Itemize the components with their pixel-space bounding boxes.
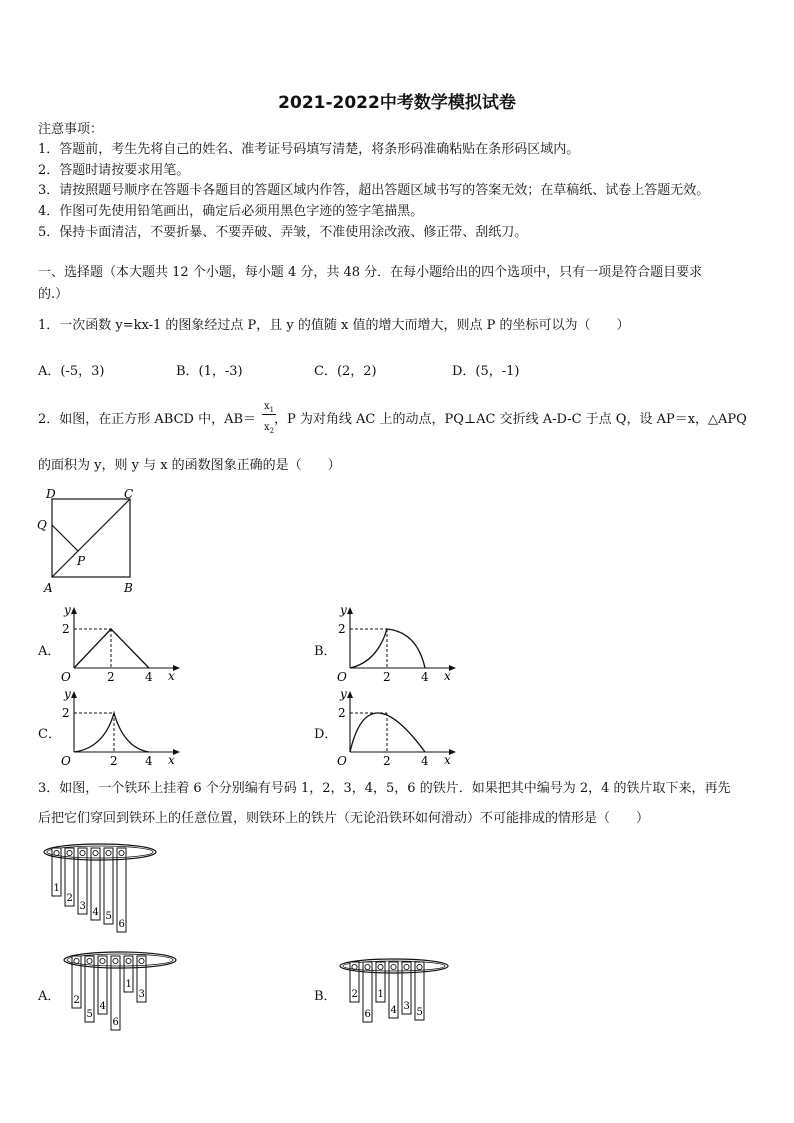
svg-text:6: 6 [112, 1017, 119, 1028]
option-a-tag-6 [111, 956, 120, 1030]
notice-heading: 注意事项： [38, 122, 104, 137]
option-a-tag-1 [124, 956, 133, 992]
svg-text:5: 5 [86, 1009, 93, 1020]
axis-x-label: x [444, 669, 451, 683]
ring-figure-option-b [336, 954, 466, 1034]
q2-fraction-denominator: $x_2$ [263, 422, 275, 435]
svg-text:5: 5 [105, 911, 112, 922]
notice-item: 2．答题时请按要求用笔。 [38, 163, 190, 178]
axis-x-label: x [168, 753, 175, 767]
label-p: P [77, 554, 86, 568]
diagonal-ac [52, 499, 130, 577]
main-tag-6 [117, 848, 126, 932]
option-b-tag-3 [402, 962, 411, 1014]
svg-text:4: 4 [390, 1005, 397, 1016]
q1-option-c[interactable]: C．(2，2) [314, 364, 377, 379]
tick-x-2: 2 [110, 754, 118, 768]
origin-label: O [61, 670, 71, 684]
svg-text:5: 5 [416, 1007, 423, 1018]
q2-option-c[interactable]: C． [38, 727, 61, 742]
tick-y-2: 2 [62, 622, 70, 636]
q2-option-d[interactable]: D． [314, 727, 338, 742]
label-a: A [44, 581, 53, 595]
main-tag-4 [91, 848, 100, 920]
svg-text:6: 6 [118, 919, 125, 930]
q1-option-b[interactable]: B．(1，-3) [176, 364, 243, 379]
q1-option-a[interactable]: A．(-5，3) [38, 364, 105, 379]
option-b-tag-6 [363, 962, 372, 1022]
svg-text:1: 1 [53, 883, 60, 894]
section-heading-cont: 的.） [38, 287, 69, 302]
origin-label: O [337, 754, 347, 768]
graph-option-d [332, 686, 462, 768]
graph-c-curve [74, 713, 149, 752]
tick-x-4: 4 [145, 754, 153, 768]
axis-y-label: y [340, 603, 347, 617]
svg-text:2: 2 [351, 989, 358, 1000]
notice-item: 5．保持卡面清洁，不要折暴、不要弄破、弄皱，不准使用涂改液、修正带、刮纸刀。 [38, 225, 528, 240]
svg-text:4: 4 [92, 907, 99, 918]
svg-text:4: 4 [99, 1001, 106, 1012]
svg-text:1: 1 [125, 979, 132, 990]
label-c: C [124, 487, 134, 501]
section-heading: 一、选择题（本大题共 12 个小题，每小题 4 分，共 48 分．在每小题给出的四个选项中，只有一项是符合题目要求 [38, 265, 703, 280]
tick-x-4: 4 [145, 670, 153, 684]
svg-text:3: 3 [403, 1001, 410, 1012]
question-2-stem-cont: 的面积为 y，则 y 与 x 的函数图象正确的是（ ） [38, 458, 341, 473]
graph-option-c [56, 686, 186, 768]
q2-stem-part-a: 2．如图，在正方形 ABCD 中，AB＝ [38, 412, 257, 427]
origin-label: O [61, 754, 71, 768]
question-3-stem-cont: 后把它们穿回到铁环上的任意位置，则铁环上的铁片（无论沿铁环如何滑动）不可能排成的情形是（ ） [38, 811, 650, 826]
tick-x-2: 2 [107, 670, 115, 684]
svg-text:1: 1 [377, 989, 384, 1000]
question-3-stem: 3．如图，一个铁环上挂着 6 个分别编有号码 1，2，3，4，5，6 的铁片．如果把其中编号为 2，4 的铁片取下来，再先 [38, 781, 731, 796]
svg-text:6: 6 [364, 1009, 371, 1020]
tick-y-2: 2 [338, 706, 346, 720]
tick-x-4: 4 [421, 754, 429, 768]
option-b-tag-2 [350, 962, 359, 1002]
svg-text:3: 3 [138, 989, 145, 1000]
q2-fraction-numerator: $x_1$ [263, 401, 275, 414]
svg-text:2: 2 [73, 995, 80, 1006]
svg-text:3: 3 [79, 901, 86, 912]
q3-option-b[interactable]: B． [314, 989, 337, 1004]
option-b-tag-4 [389, 962, 398, 1018]
graph-option-a [56, 602, 186, 684]
label-b: B [124, 581, 133, 595]
option-a-tag-3 [137, 956, 146, 1002]
label-d: D [46, 487, 56, 501]
origin-label: O [337, 670, 347, 684]
axis-y-label: y [340, 687, 347, 701]
tick-x-2: 2 [383, 670, 391, 684]
page-title: 2021-2022中考数学模拟试卷 [278, 93, 516, 113]
option-a-tag-4 [98, 956, 107, 1014]
axis-x-label: x [444, 753, 451, 767]
axis-x-label: x [168, 669, 175, 683]
tick-x-2: 2 [383, 754, 391, 768]
ring-figure-option-a [58, 944, 188, 1032]
axis-y-label: y [64, 687, 71, 701]
q2-option-a[interactable]: A． [38, 644, 61, 659]
q2-option-b[interactable]: B． [314, 644, 337, 659]
question-2-stem [38, 412, 747, 428]
notice-item: 1．答题前，考生先将自己的姓名、准考证号码填写清楚，将条形码准确粘贴在条形码区域内。 [38, 142, 580, 157]
segment-pq [52, 525, 78, 551]
ring-figure-main [38, 838, 168, 938]
notice-item: 3．请按照题号顺序在答题卡各题目的答题区域内作答，超出答题区域书写的答案无效；在草稿纸、试卷上答题无效。 [38, 183, 710, 198]
svg-text:2: 2 [66, 893, 73, 904]
tick-y-2: 2 [338, 622, 346, 636]
label-q: Q [37, 518, 47, 532]
q2-stem-part-b: ，P 为对角线 AC 上的动点，PQ⊥AC 交折线 A-D-C 于点 Q，设 AP＝x，△APQ [274, 412, 747, 427]
square-figure [34, 486, 144, 598]
tick-x-4: 4 [421, 670, 429, 684]
question-1-stem: 1．一次函数 y=kx-1 的图象经过点 P，且 y 的值随 x 值的增大而增大，则点 P 的坐标可以为（ ） [38, 318, 630, 333]
tick-y-2: 2 [62, 706, 70, 720]
q3-option-a[interactable]: A． [38, 989, 61, 1004]
graph-option-b [332, 602, 462, 684]
axis-y-label: y [64, 603, 71, 617]
option-b-tag-1 [376, 962, 385, 1002]
q1-option-d[interactable]: D．(5，-1) [452, 364, 520, 379]
notice-item: 4．作图可先使用铅笔画出，确定后必须用黑色字迹的签字笔描黑。 [38, 204, 424, 219]
